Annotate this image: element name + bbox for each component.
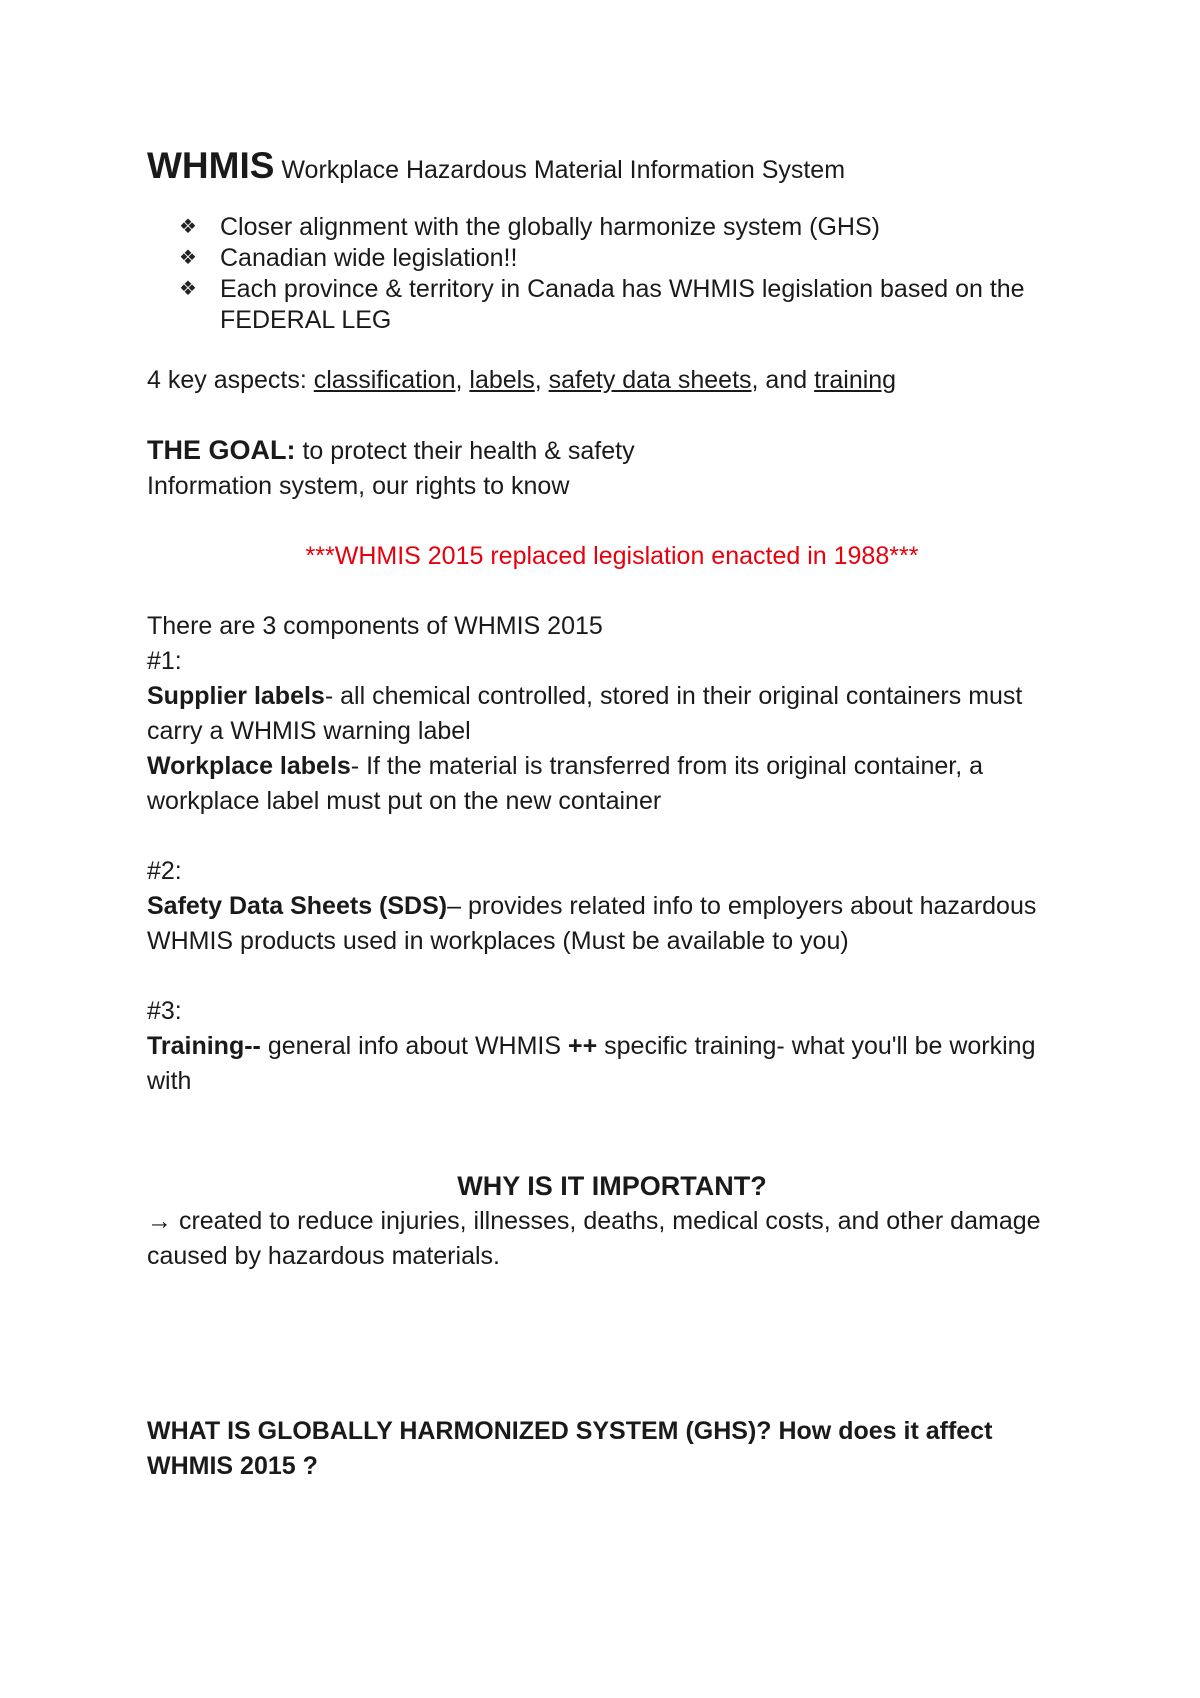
aspects-separator: , and <box>751 366 815 394</box>
supplier-labels-paragraph <box>147 679 1077 749</box>
title-full-name: Workplace Hazardous Material Information System <box>281 156 846 184</box>
bullet-text: Each province & territory in Canada has WHMIS legislation based on the FEDERAL LEG <box>220 275 1025 334</box>
training-plus: ++ <box>567 1032 598 1060</box>
aspects-separator: , <box>455 366 470 394</box>
ghs-question: WHAT IS GLOBALLY HARMONIZED SYSTEM (GHS)? How does it affect WHMIS 2015 ? <box>147 1417 993 1480</box>
workplace-labels-label: Workplace labels <box>147 752 351 780</box>
training-text: general info about WHMIS <box>260 1032 568 1060</box>
workplace-labels-text: - If the material is transferred from its original container, a workplace label must put on the new container <box>147 752 983 815</box>
goal-line <box>147 433 1077 469</box>
workplace-labels-paragraph <box>147 749 1077 819</box>
document-page <box>147 140 1077 1484</box>
aspect-safety-data-sheets: safety data sheets <box>548 366 752 394</box>
training-text-2: specific training- what you'll be working with <box>147 1032 1036 1095</box>
bullet-item <box>179 274 1077 336</box>
components-intro: There are 3 components of WHMIS 2015 <box>147 612 603 640</box>
aspect-labels: labels <box>469 366 535 394</box>
goal-text: to protect their health & safety <box>295 437 635 465</box>
aspects-separator: , <box>534 366 549 394</box>
component-3-number: #3: <box>147 997 182 1025</box>
title-acronym: WHMIS <box>147 145 275 186</box>
supplier-labels-text: - all chemical controlled, stored in their original containers must carry a WHMIS warning label <box>147 682 1023 745</box>
diamond-bullet-icon: ❖ <box>179 247 197 269</box>
supplier-labels-label: Supplier labels <box>147 682 325 710</box>
training-paragraph <box>147 1029 1077 1099</box>
why-heading: WHY IS IT IMPORTANT? <box>457 1171 767 1201</box>
aspect-classification: classification <box>313 366 456 394</box>
component-2-number: #2: <box>147 857 182 885</box>
aspects-lead: 4 key aspects: <box>147 366 314 394</box>
key-aspects-line <box>147 363 1077 398</box>
red-note: ***WHMIS 2015 replaced legislation enacted in 1988*** <box>305 542 919 570</box>
goal-line-2: Information system, our rights to know <box>147 472 570 500</box>
bullet-item <box>179 243 1077 274</box>
why-text: → created to reduce injuries, illnesses, deaths, medical costs, and other damage caused by hazardous materials. <box>147 1207 1041 1270</box>
sds-paragraph <box>147 889 1077 959</box>
diamond-bullet-icon: ❖ <box>179 278 197 300</box>
goal-label: THE GOAL: <box>147 435 296 465</box>
diamond-bullet-icon: ❖ <box>179 216 197 238</box>
sds-text: – provides related info to employers about hazardous WHMIS products used in workplaces (Must be available to you) <box>147 892 1037 955</box>
bullet-item <box>179 212 1077 243</box>
component-1-number: #1: <box>147 647 182 675</box>
training-label: Training-- <box>147 1032 261 1060</box>
bullet-list <box>147 212 1077 336</box>
bullet-text: Canadian wide legislation!! <box>220 244 518 272</box>
bullet-text: Closer alignment with the globally harmonize system (GHS) <box>220 213 880 241</box>
aspect-training: training <box>814 366 897 394</box>
document-title <box>147 140 1077 196</box>
sds-label: Safety Data Sheets (SDS) <box>147 892 448 920</box>
